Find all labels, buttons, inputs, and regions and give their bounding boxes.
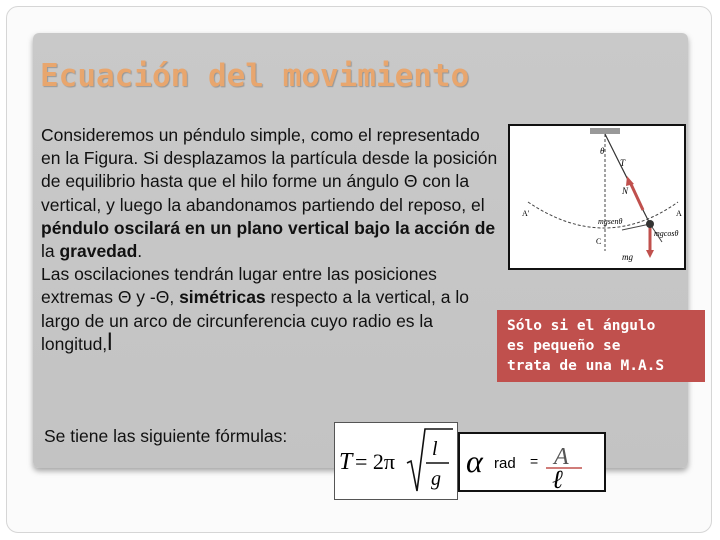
ceiling-support xyxy=(590,128,620,134)
tension-arrow xyxy=(630,182,643,210)
formula-numerator: l xyxy=(432,438,438,460)
label-T: T xyxy=(620,158,626,168)
length-symbol: l xyxy=(107,328,113,356)
formula-coefficient: = 2π xyxy=(355,449,396,474)
formula-denominator: g xyxy=(431,468,441,490)
body-text xyxy=(41,124,501,356)
formula-alpha-sub: rad xyxy=(494,455,516,472)
label-mgsen: mgsenθ xyxy=(598,217,623,226)
sqrt-symbol xyxy=(407,429,453,491)
label-theta: θ xyxy=(600,146,605,156)
slide-title: Ecuación del movimiento xyxy=(40,58,470,94)
angle-formula xyxy=(458,432,606,492)
formula-alpha-den: ℓ xyxy=(552,465,563,490)
formula-alpha-eq: = xyxy=(530,453,539,469)
small-angle-note: Sólo si el ángulo es pequeño se trata de una M.A.S xyxy=(497,310,705,382)
formula-lhs: T xyxy=(339,449,353,475)
paragraph-2: Las oscilaciones tendrán lugar entre las posiciones extremas Θ y -Θ, simétricas respecto a la vertical, a lo largo de un arco de circunferencia cuyo radio es la longitud,l xyxy=(41,264,469,356)
label-mg: mg xyxy=(622,252,633,262)
period-formula xyxy=(334,422,458,500)
paragraph-1: Consideremos un péndulo simple, como el representado en la Figura. Si desplazamos la partícula desde la posición de equilibrio hasta que el hilo forme un ángulo Θ con la vertical, y luego la abandonamos partiendo del reposo, el péndulo oscilará en un plano vertical bajo la acción de la gravedad. xyxy=(41,125,498,262)
formulas-label: Se tiene las siguiente fórmulas: xyxy=(44,426,288,446)
pendulum-bob xyxy=(646,220,654,228)
label-A-right: A xyxy=(676,209,682,218)
label-mgcos: mgcosθ xyxy=(654,229,679,238)
pendulum-figure xyxy=(508,124,686,270)
formula-alpha-num: A xyxy=(554,444,569,470)
label-N: N xyxy=(622,186,629,196)
formula-alpha-symbol: α xyxy=(466,443,483,479)
label-C: C xyxy=(596,237,602,246)
label-A-left: A' xyxy=(522,209,530,218)
mgsen-component xyxy=(622,224,650,230)
